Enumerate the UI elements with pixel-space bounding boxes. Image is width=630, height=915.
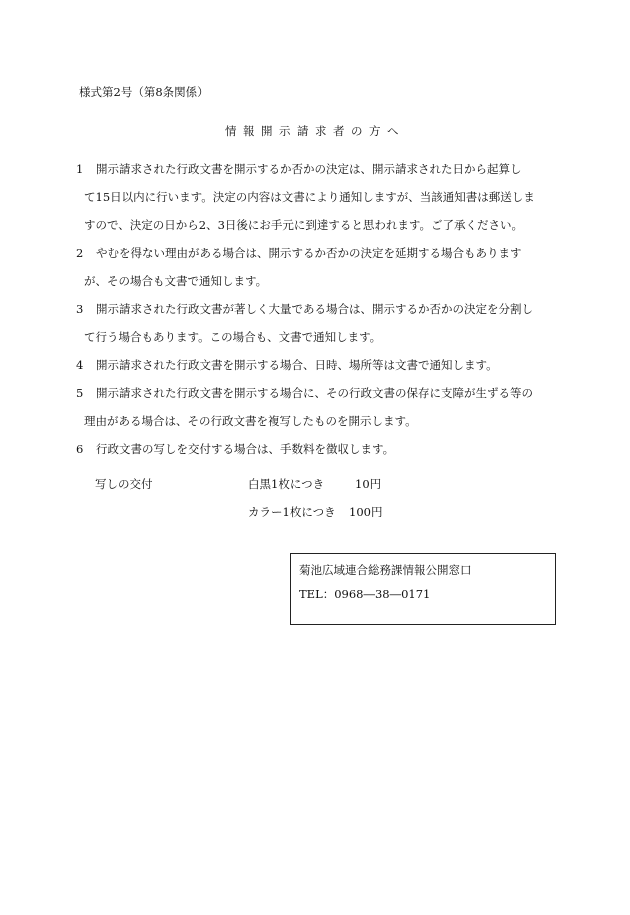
item-text: 行政文書の写しを交付する場合は、手数料を徴収します。 [96, 442, 395, 456]
list-item-continuation [76, 412, 556, 430]
list-item [76, 356, 556, 374]
fee-color-price: 100円 [349, 505, 383, 519]
list-item [76, 160, 556, 178]
fee-color-label: カラー1枚につき [248, 505, 336, 519]
contact-box [290, 553, 556, 625]
item-text: すので、決定の日から2、3日後にお手元に到達すると思われます。ご了承ください。 [84, 218, 523, 232]
list-item [76, 244, 556, 262]
item-text: 開示請求された行政文書を開示する場合に、その行政文書の保存に支障が生ずる等の [96, 386, 533, 400]
list-item [76, 384, 556, 402]
item-text: 理由がある場合は、その行政文書を複写したものを開示します。 [84, 414, 417, 428]
fee-monochrome-price: 10円 [355, 477, 382, 491]
list-item-continuation [76, 328, 556, 346]
list-item-continuation [76, 216, 556, 234]
item-number: 3 [76, 302, 84, 316]
form-number: 様式第2号（第8条関係） [79, 85, 209, 99]
list-item [76, 300, 556, 318]
item-text: が、その場合も文書で通知します。 [84, 274, 268, 288]
fee-monochrome-label: 白黒1枚につき [248, 477, 325, 491]
item-number: 1 [76, 162, 84, 176]
item-number: 5 [76, 386, 84, 400]
item-text: 開示請求された行政文書が著しく大量である場合は、開示するか否かの決定を分割し [96, 302, 533, 316]
list-item-continuation [76, 188, 556, 206]
item-text: やむを得ない理由がある場合は、開示するか否かの決定を延期する場合もあります [96, 246, 522, 260]
fee-copy-label: 写しの交付 [95, 477, 153, 491]
list-item [76, 440, 556, 458]
item-text: て行う場合もあります。この場合も、文書で通知します。 [84, 330, 382, 344]
item-text: 開示請求された行政文書を開示する場合、日時、場所等は文書で通知します。 [96, 358, 498, 372]
item-number: 6 [76, 442, 84, 456]
item-number: 2 [76, 246, 84, 260]
item-number: 4 [76, 358, 84, 372]
item-text: て15日以内に行います。決定の内容は文書により通知しますが、当該通知書は郵送しま [84, 190, 535, 204]
list-item-continuation [76, 272, 556, 290]
contact-office-name: 菊池広域連合総務課情報公開窓口 [299, 563, 472, 577]
contact-phone: TEL：0968―38―0171 [299, 587, 431, 601]
page-title: 情報開示請求者の方へ [225, 124, 405, 138]
item-text: 開示請求された行政文書を開示するか否かの決定は、開示請求された日から起算し [96, 162, 522, 176]
